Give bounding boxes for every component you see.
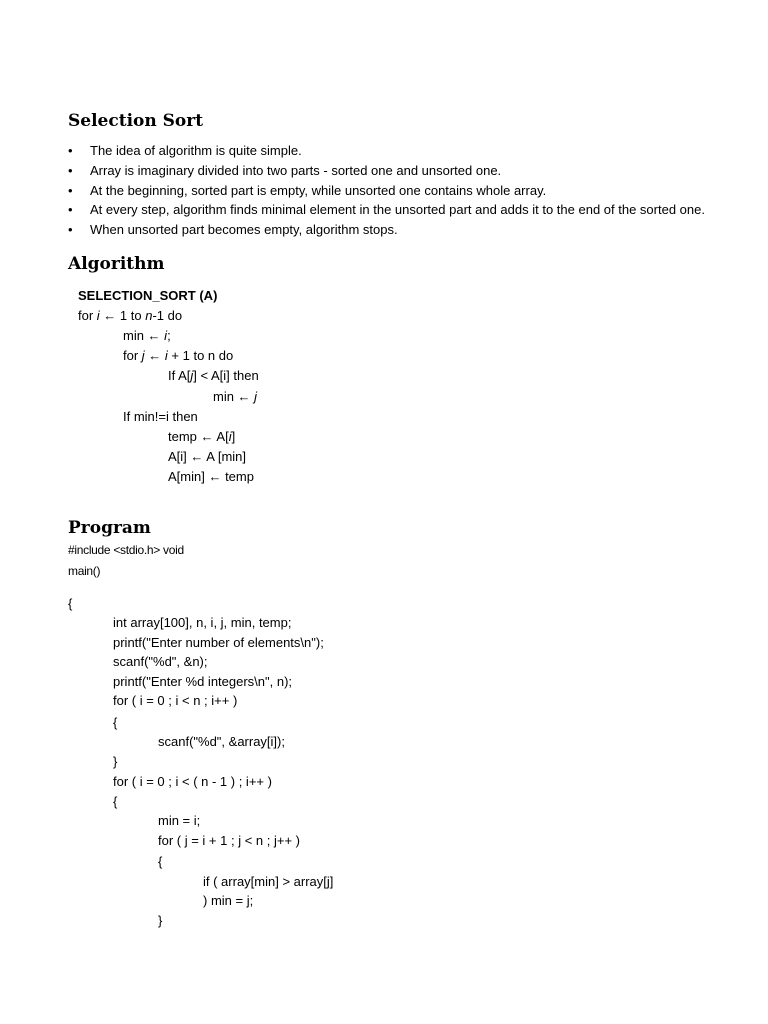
bullet-list [68,141,758,240]
section-heading-program: Program [68,518,151,538]
code-line: main() [68,564,101,578]
algorithm-line: If min!=i then [123,409,198,424]
list-item: • At the beginning, sorted part is empty, while unsorted one contains whole array. [68,181,758,201]
algorithm-line: temp ← A[i] [168,429,236,444]
code-line: printf("Enter number of elements\n"); [113,635,324,650]
code-line: { [68,596,73,611]
code-line: } [113,754,118,769]
algorithm-line: A[min] ← temp [168,469,254,484]
code-line: for ( i = 0 ; i < ( n - 1 ) ; i++ ) [113,774,272,789]
algorithm-line: min ← i; [123,328,171,343]
code-line: if ( array[min] > array[j] [203,874,334,889]
list-item: • Array is imaginary divided into two parts - sorted one and unsorted one. [68,161,758,181]
algorithm-line: If A[j] < A[i] then [168,368,259,383]
bullet-icon: • [68,182,73,198]
code-line: ) min = j; [203,893,254,908]
algorithm-line: for i ← 1 to n-1 do [78,308,183,323]
list-item: • The idea of algorithm is quite simple. [68,141,758,161]
algorithm-line: for j ← i + 1 to n do [123,348,234,363]
bullet-icon: • [68,162,73,178]
bullet-icon: • [68,143,73,158]
code-line: scanf("%d", &array[i]); [158,734,285,749]
code-line: { [113,715,118,730]
algorithm-line: min ← j [213,389,258,404]
algorithm-line: A[i] ← A [min] [168,449,247,464]
code-line: scanf("%d", &n); [113,654,208,669]
section-heading-algorithm: Algorithm [68,254,165,274]
code-line: for ( j = i + 1 ; j < n ; j++ ) [158,833,300,848]
code-line: { [158,854,163,869]
code-line: #include <stdio.h> void [68,543,184,557]
section-heading-selection-sort: Selection Sort [68,111,204,131]
list-item: • When unsorted part becomes empty, algorithm stops. [68,220,758,240]
code-line: { [113,794,118,809]
list-item: • At every step, algorithm finds minimal element in the unsorted part and adds it to the end of the sorted one. [68,200,758,220]
code-line: min = i; [158,813,201,828]
algorithm-title: SELECTION_SORT (A) [78,288,218,303]
code-line: printf("Enter %d integers\n", n); [113,674,293,689]
code-line: } [158,913,163,928]
code-line: int array[100], n, i, j, min, temp; [113,615,292,630]
code-line: for ( i = 0 ; i < n ; i++ ) [113,693,238,708]
bullet-icon: • [68,222,73,238]
bullet-icon: • [68,202,73,218]
